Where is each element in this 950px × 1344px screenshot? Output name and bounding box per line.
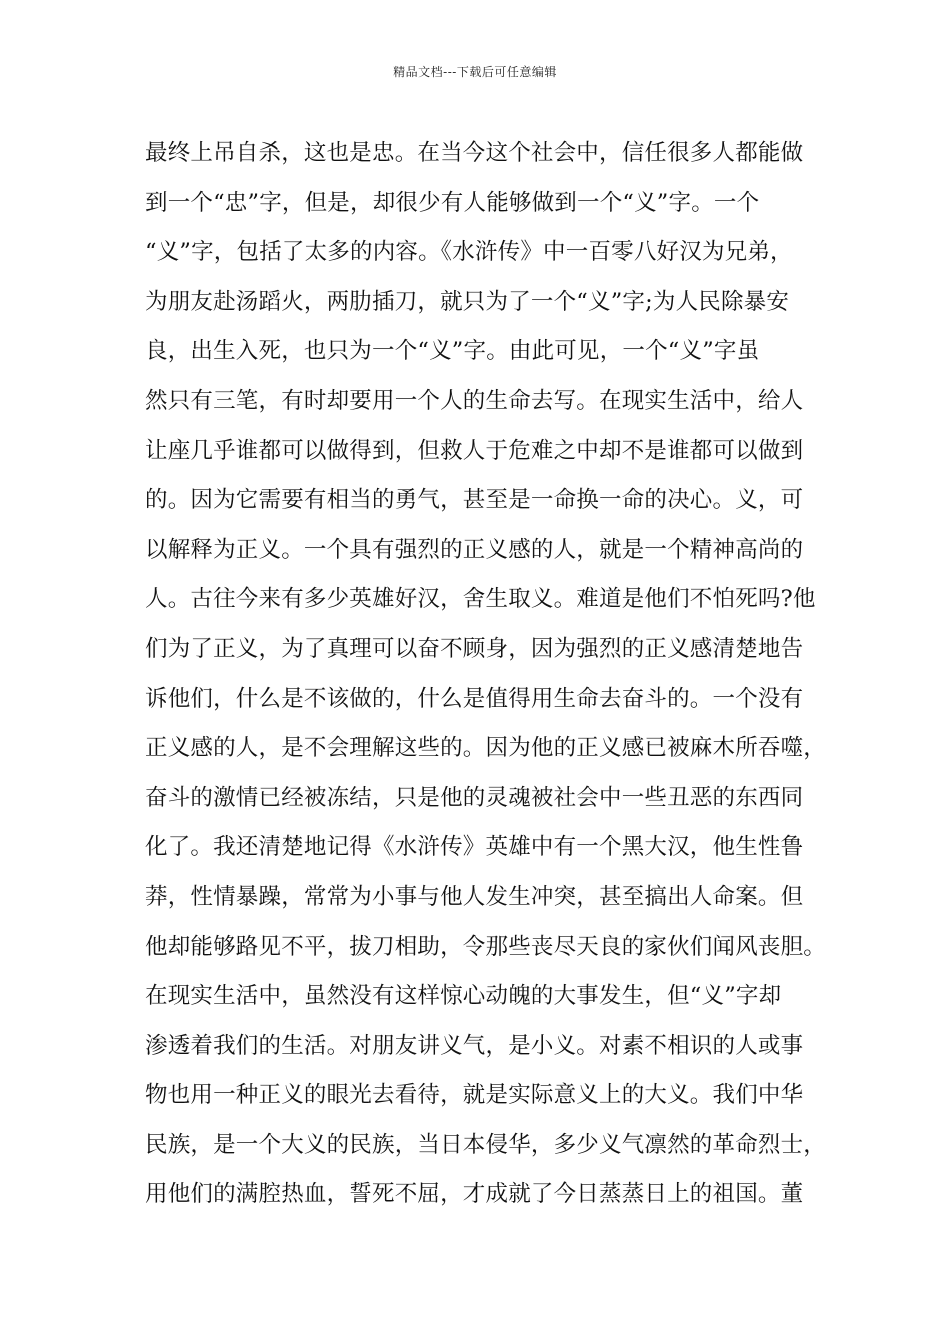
text-line: 物也用一种正义的眼光去看待，就是实际意义上的大义。我们中华 [145, 1082, 804, 1109]
text-line: 良，出生入死，也只为一个“义”字。由此可见，一个“义”字虽 [145, 338, 760, 365]
text-line: 诉他们，什么是不该做的，什么是值得用生命去奋斗的。一个没有 [145, 685, 804, 712]
text-line: 化了。我还清楚地记得《水浒传》英雄中有一个黑大汉，他生性鲁 [145, 834, 804, 861]
text-line: 为朋友赴汤蹈火，两肋插刀，就只为了一个“义”字;为人民除暴安 [145, 288, 790, 315]
text-line: 奋斗的激情已经被冻结，只是他的灵魂被社会中一些丑恶的东西同 [145, 784, 804, 811]
text-line: 们为了正义，为了真理可以奋不顾身，因为强烈的正义感清楚地告 [145, 635, 804, 662]
text-line: 用他们的满腔热血，誓死不屈，才成就了今日蒸蒸日上的祖国。董 [145, 1181, 804, 1208]
body-text [145, 129, 830, 1220]
text-line: 在现实生活中，虽然没有这样惊心动魄的大事发生，但“义”字却 [145, 983, 782, 1010]
text-line: 民族，是一个大义的民族，当日本侵华，多少义气凛然的革命烈士， [145, 1131, 827, 1158]
text-line: 他却能够路见不平，拔刀相助，令那些丧尽天良的家伙们闻风丧胆。 [145, 933, 827, 960]
text-line: 让座几乎谁都可以做得到，但救人于危难之中却不是谁都可以做到 [145, 437, 804, 464]
text-line: “义”字，包括了太多的内容。《水浒传》中一百零八好汉为兄弟， [145, 239, 793, 266]
text-line: 正义感的人，是不会理解这些的。因为他的正义感已被麻木所吞噬， [145, 735, 827, 762]
text-line: 然只有三笔，有时却要用一个人的生命去写。在现实生活中，给人 [145, 387, 804, 414]
text-line: 的。因为它需要有相当的勇气，甚至是一命换一命的决心。义，可 [145, 487, 804, 514]
text-line: 渗透着我们的生活。对朋友讲义气，是小义。对素不相识的人或事 [145, 1032, 804, 1059]
text-line: 到一个“忠”字，但是，却很少有人能够做到一个“义”字。一个 [145, 189, 760, 216]
page-header: 精品文档---下载后可任意编辑 [393, 65, 557, 79]
text-line: 最终上吊自杀，这也是忠。在当今这个社会中，信任很多人都能做 [145, 140, 804, 166]
text-line: 以解释为正义。一个具有强烈的正义感的人，就是一个精神高尚的 [145, 536, 804, 563]
text-line: 莽，性情暴躁，常常为小事与他人发生冲突，甚至搞出人命案。但 [145, 883, 804, 910]
text-line: 人。古往今来有多少英雄好汉，舍生取义。难道是他们不怕死吗?他 [145, 586, 816, 613]
